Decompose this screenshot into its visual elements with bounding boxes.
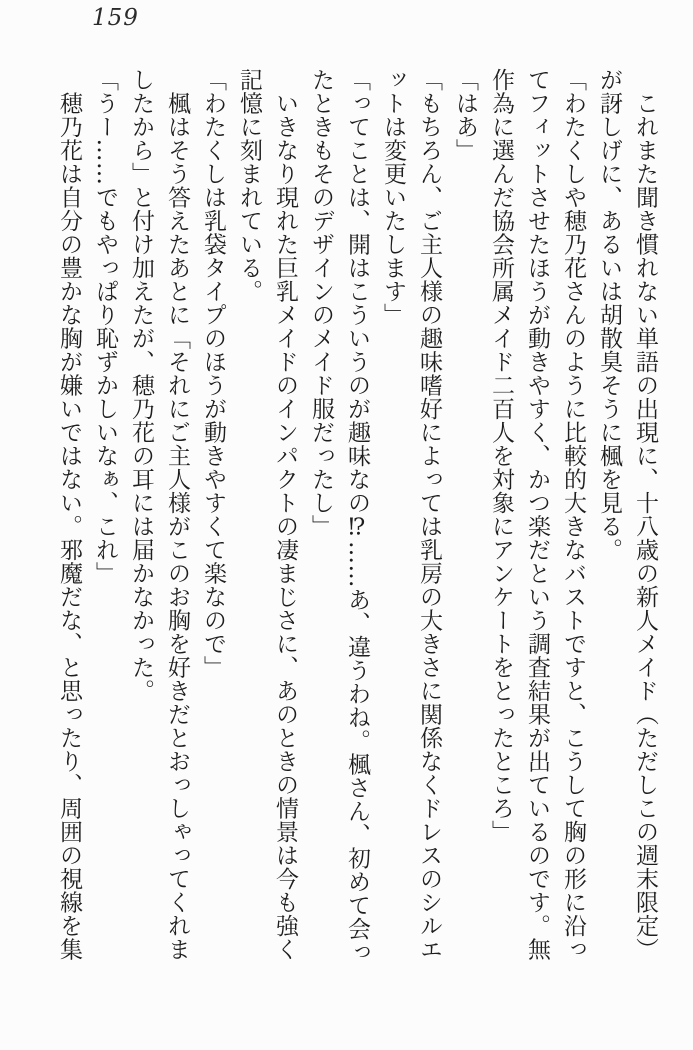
text-line: 「わたくしや穂乃花さんのように比較的大きなバストですと、こうして胸の形に沿っ [560,68,586,961]
text-line: 「はあ」 [452,68,478,162]
text-line: したから」と付け加えたが、穂乃花の耳には届かなかった。 [128,68,154,703]
text-line: 「うー……でもやっぱり恥ずかしいなぁ、これ」 [92,68,118,585]
text-line: てフィットさせたほうが動きやすく、かつ楽だという調査結果が出ているのです。無 [524,68,550,961]
text-line: 「ってことは、開はこういうのが趣味なの⁉……あ、違うわね。楓さん、初めて会っ [344,68,370,964]
text-line: いきなり現れた巨乳メイドのインパクトの凄まじさに、あのときの情景は今も強く [272,68,298,961]
text-line: 穂乃花は自分の豊かな胸が嫌いではない。邪魔だな、と思ったり、周囲の視線を集 [56,68,82,961]
text-line: 「わたくしは乳袋タイプのほうが動きやすくて楽なので」 [200,68,226,679]
text-line: 記憶に刻まれている。 [236,68,262,303]
text-line: これまた聞き慣れない単語の出現に、十八歳の新人メイド（ただしこの週末限定） [632,68,658,961]
text-line: ットは変更いたします」 [380,68,406,327]
page-number: 159 [92,5,139,31]
text-line: 作為に選んだ協会所属メイド二百人を対象にアンケートをとったところ」 [488,68,514,844]
text-line: たときもそのデザインのメイド服だったし」 [308,68,334,538]
text-line: 楓はそう答えたあとに「それにご主人様がこのお胸を好きだとおっしゃってくれま [164,68,190,961]
body-text [51,68,663,1008]
text-line: 「もちろん、ご主人様の趣味嗜好によっては乳房の大きさに関係なくドレスのシルエ [416,68,442,961]
text-line: が訝しげに、あるいは胡散臭そうに楓を見る。 [596,68,622,562]
